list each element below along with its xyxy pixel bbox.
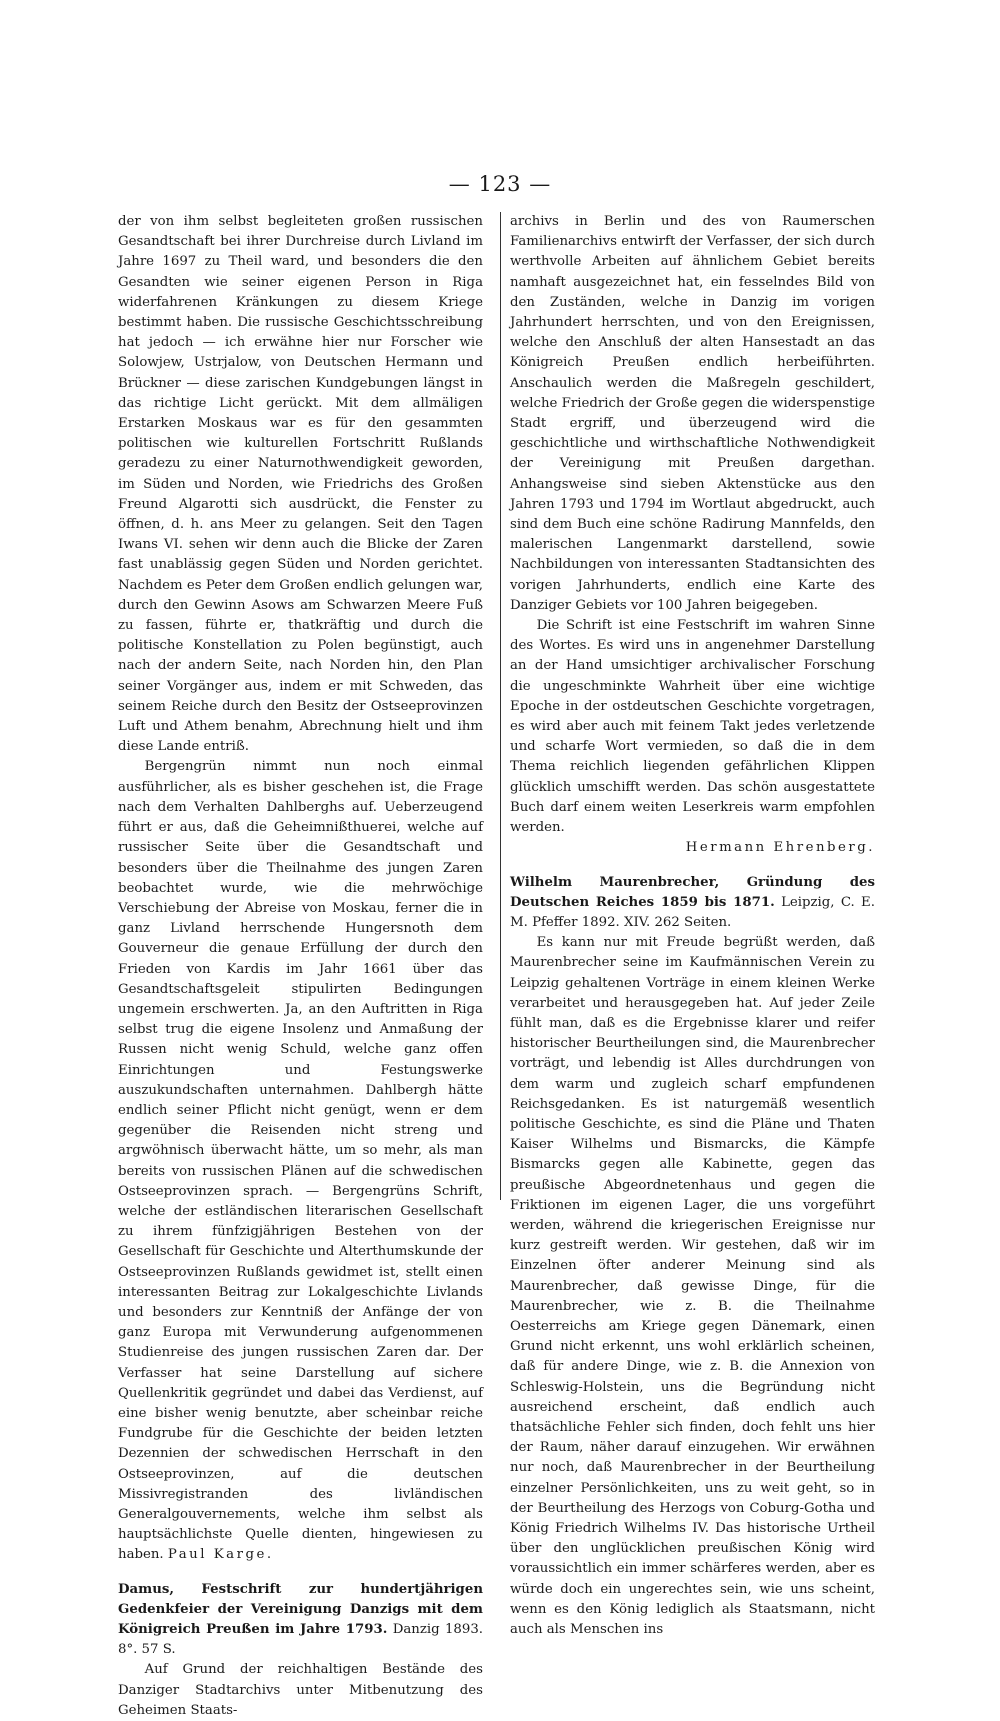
review-title-damus: Damus, Festschrift zur hundertjährigen Gedenkfeier der Vereinigung Danzigs mit dem Königreich Preußen im Jahre 1793. bbox=[118, 1581, 483, 1638]
page-number: — 123 — bbox=[448, 172, 552, 196]
left-paragraph-3: Auf Grund der reichhaltigen Bestände des Danziger Stadtarchivs unter Mitbenutzung des Geheimen Staats- bbox=[118, 1662, 483, 1718]
signature-hermann-ehrenberg: Hermann Ehrenberg. bbox=[685, 840, 875, 856]
review-heading-damus bbox=[118, 1580, 483, 1661]
column-divider bbox=[500, 212, 501, 1200]
right-paragraph-1: archivs in Berlin und des von Raumerschen Familienarchivs entwirft der Verfasser, der sich durch werthvolle Arbeiten auf ähnlichem Gebiet bereits namhaft ausgezeichnet hat, ein fesselndes Bild von den Zuständen, welche in Danzig im vorigen Jahrhundert herrschten, und von den Ereignissen, welche den Anschluß der alten Hansestadt an das Königreich Preußen endlich herbeiführten. Anschaulich werden die Maßregeln geschildert, welche Friedrich der Große gegen die widerspenstige Stadt ergriff, und überzeugend wird die geschichtliche und wirthschaftliche Nothwendigkeit der Vereinigung mit Preußen dargethan. Anhangsweise sind sieben Aktenstücke aus den Jahren 1793 und 1794 im Wortlaut abgedruckt, auch sind dem Buch eine schöne Radirung Mannfelds, den malerischen Langenmarkt darstellend, sowie Nachbildungen von interessanten Stadtansichten des vorigen Jahrhunderts, endlich eine Karte des Danziger Gebiets vor 100 Jahren beigegeben. bbox=[510, 214, 875, 613]
right-column bbox=[510, 212, 875, 1640]
left-paragraph-2-text: Bergengrün nimmt nun noch einmal ausführlicher, als es bisher geschehen ist, die Frage nach dem Verhalten Dahlberghs auf. Ueberzeugend führt er aus, daß die Geheimnißthuerei, welche auf russischer Seite über die Gesandtschaft und besonders über die Theilnahme des jungen Zaren beobachtet wurde, wie die mehrwöchige Verschiebung der Abreise von Moskau, ferner die in ganz Livland herrschende Hungersnoth dem Gouverneur die genaue Erfüllung der durch den Frieden von Kardis im Jahr 1661 über das Gesandtschaftsgeleit stipulirten Bedingungen ungemein erschwerten. Ja, an den Auftritten in Riga selbst trug die eigene Insolenz und Anmaßung der Russen nicht wenig Schuld, welche ganz offen Einrichtungen und Festungswerke auszukundschaften unternahmen. Dahlbergh hätte endlich seiner Pflicht nicht genügt, wenn er dem gegenüber die Reisenden nicht streng und argwöhnisch überwacht hätte, um so mehr, als man bereits von russischen Plänen auf die schwedischen Ostseeprovinzen sprach. — Bergengrüns Schrift, welche der estländischen literarischen Gesellschaft zu ihrem fünfzigjährigen Bestehen von der Gesellschaft für Geschichte und Alterthumskunde der Ostseeprovinzen Rußlands gewidmet ist, stellt einen interessanten Beitrag zur Lokalgeschichte Livlands und besonders zur Kenntniß der Anfänge der von ganz Europa mit Verwunderung aufgenommenen Studienreise des jungen russischen Zaren dar. Der Verfasser hat seine Darstellung auf sichere Quellenkritik gegründet und dabei das Verdienst, auf eine bisher wenig benutzte, aber scheinbar reiche Fundgrube für die Geschichte der beiden letzten Dezennien der schwedischen Herrschaft in den Ostseeprovinzen, auf die deutschen Missivregistranden des livländischen Generalgouvernements, welche ihm selbst als hauptsächlichste Quelle dienten, hingewiesen zu haben. bbox=[118, 759, 483, 1563]
left-paragraph-1: der von ihm selbst begleiteten großen russischen Gesandtschaft bei ihrer Durchreise durch Livland im Jahre 1697 zu Theil ward, und besonders die den Gesandten wie seiner eigenen Person in Riga widerfahrenen Kränkungen zu diesem Kriege bestimmt haben. Die russische Geschichtsschreibung hat jedoch — ich erwähne hier nur Forscher wie Solowjew, Ustrjalow, von Deutschen Hermann und Brückner — diese zarischen Kundgebungen längst in das richtige Licht gerückt. Mit dem allmäligen Erstarken Moskaus war es für den gesammten politischen wie kulturellen Fortschritt Rußlands geradezu zu einer Naturnothwendigkeit geworden, im Süden und Norden, wie Friedrichs des Großen Freund Algarotti sich ausdrückt, die Fenster zu öffnen, d. h. ans Meer zu gelangen. Seit den Tagen Iwans VI. sehen wir denn auch die Blicke der Zaren fast unablässig gegen Süden und Norden gerichtet. Nachdem es Peter dem Großen endlich gelungen war, durch den Gewinn Asows am Schwarzen Meere Fuß zu fassen, führte er, thatkräftig und durch die politische Konstellation zu Polen begünstigt, auch nach der andern Seite, nach Norden hin, den Plan seiner Vorgänger aus, indem er mit Schweden, das seinem Reiche durch den Besitz der Ostseeprovinzen Luft und Athem benahm, Abrechnung hielt und ihm diese Lande entriß. bbox=[118, 214, 483, 755]
review-meta-damus: Danzig 1893. 8°. 57 S. bbox=[118, 1622, 484, 1658]
right-paragraph-3: Es kann nur mit Freude begrüßt werden, daß Maurenbrecher seine im Kaufmännischen Verein zu Leipzig gehaltenen Vorträge in einem kleinen Werke verarbeitet und herausgegeben hat. Auf jeder Zeile fühlt man, daß es die Ergebnisse klarer und reifer historischer Beurtheilungen sind, die Maurenbrecher vorträgt, und lebendig ist Alles durchdrungen von dem warm und zugleich scharf empfundenen Reichsgedanken. Es ist naturgemäß wesentlich politische Geschichte, es sind die Pläne und Thaten Kaiser Wilhelms und Bismarcks, die Kämpfe Bismarcks gegen alle Kabinette, gegen das preußische Abgeordnetenhaus und gegen die Friktionen im eigenen Lager, die uns vorgeführt werden, während die kriegerischen Ereignisse nur kurz gestreift werden. Wir gestehen, daß wir im Einzelnen öfter anderer Meinung sind als Maurenbrecher, daß gewisse Dinge, für die Maurenbrecher, wie z. B. die Theilnahme Oesterreichs am Kriege gegen Dänemark, einen Grund nicht erkennt, uns wohl erklärlich scheinen, daß für andere Dinge, wie z. B. die Annexion von Schleswig-Holstein, uns die Begründung nicht ausreichend erscheint, daß endlich auch thatsächliche Fehler sich finden, doch fehlt uns hier der Raum, näher darauf einzugehen. Wir erwähnen nur noch, daß Maurenbrecher in der Beurtheilung einzelner Persönlichkeiten, uns zu weit geht, so in der Beurtheilung des Herzogs von Coburg-Gotha und König Friedrich Wilhelms IV. Das historische Urtheil über den unglücklichen preußischen König wird voraussichtlich ein immer schärferes werden, aber es würde doch ein ungerechtes sein, wie uns scheint, wenn es den König lediglich als Staatsmann, nicht auch als Menschen ins bbox=[510, 935, 875, 1638]
review-title-maurenbrecher: Wilhelm Maurenbrecher, Gründung des Deutschen Reiches 1859 bis 1871. bbox=[510, 874, 875, 910]
left-paragraph-2 bbox=[118, 757, 483, 1565]
review-heading-maurenbrecher bbox=[510, 873, 875, 934]
left-column bbox=[118, 212, 483, 1721]
signature-paul-karge: Paul Karge. bbox=[167, 1547, 274, 1563]
right-paragraph-2: Die Schrift ist eine Festschrift im wahren Sinne des Wortes. Es wird uns in angenehmer Darstellung an der Hand umsichtiger archivalischer Forschung die ungeschminkte Wahrheit über eine wichtige Epoche in der ostdeutschen Geschichte vorgetragen, es wird aber auch mit feinem Takt jedes verletzende und scharfe Wort vermieden, so daß die in dem Thema reichlich liegenden gefährlichen Klippen glücklich umschifft werden. Das schön ausgestattete Buch darf einem weiten Leserkreis warm empfohlen werden. bbox=[510, 618, 875, 836]
review-meta-maurenbrecher: Leipzig, C. E. M. Pfeffer 1892. XIV. 262 Seiten. bbox=[510, 894, 875, 930]
